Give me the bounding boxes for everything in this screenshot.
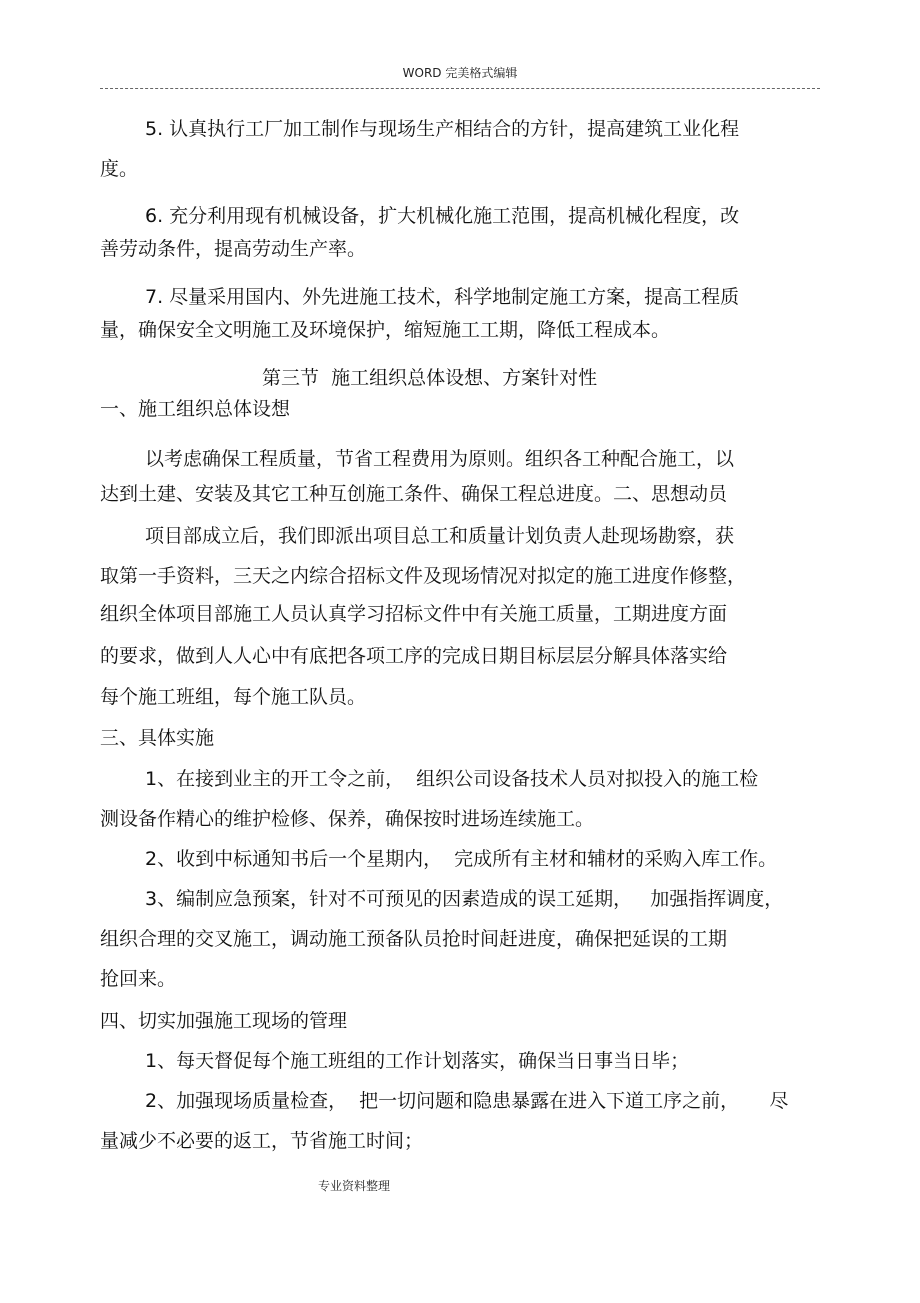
paragraph-line: 项目部成立后，我们即派出项目总工和质量计划负责人赴现场勘察，获: [145, 525, 735, 547]
paragraph-line: 每个施工班组，每个施工队员。: [100, 686, 367, 708]
paragraph-line: 2、收到中标通知书后一个星期内， 完成所有主材和辅材的采购入库工作。: [145, 848, 778, 870]
paragraph-line: 达到土建、安装及其它工种互创施工条件、确保工程总进度。二、思想动员: [100, 483, 728, 505]
paragraph-line: 量，确保安全文明施工及环境保护，缩短施工工期，降低工程成本。: [100, 319, 671, 341]
paragraph-line: 1、每天督促每个施工班组的工作计划落实，确保当日事当日毕；: [145, 1050, 690, 1072]
paragraph-line: 1、在接到业主的开工令之前， 组织公司设备技术人员对拟投入的施工检: [145, 768, 759, 790]
paragraph-line: 6. 充分利用现有机械设备，扩大机械化施工范围，提高机械化程度，改: [145, 205, 740, 227]
paragraph-line: 组织合理的交叉施工，调动施工预备队员抢时间赶进度，确保把延误的工期: [100, 928, 728, 950]
paragraph-line: 度。: [100, 158, 139, 180]
section-title: 第三节 施工组织总体设想、方案针对性: [262, 367, 598, 389]
paragraph-line: 7. 尽量采用国内、外先进施工技术，科学地制定施工方案，提高工程质: [145, 286, 740, 308]
page-footer: 专业资料整理: [318, 1179, 391, 1193]
heading-line: 四、切实加强施工现场的管理: [100, 1010, 348, 1032]
paragraph-line: 2、加强现场质量检查， 把一切问题和隐患暴露在进入下道工序之前， 尽: [145, 1090, 789, 1112]
paragraph-line: 量减少不必要的返工，节省施工时间；: [100, 1130, 424, 1152]
paragraph-line: 测设备作精心的维护检修、保养，确保按时进场连续施工。: [100, 808, 595, 830]
page-header: WORD 完美格式编辑: [402, 66, 518, 80]
paragraph-line: 5. 认真执行工厂加工制作与现场生产相结合的方针，提高建筑工业化程: [145, 118, 740, 140]
paragraph-line: 以考虑确保工程质量，节省工程费用为原则。组织各工种配合施工，以: [145, 448, 735, 470]
paragraph-line: 抢回来。: [100, 968, 177, 990]
paragraph-line: 组织全体项目部施工人员认真学习招标文件中有关施工质量，工期进度方面: [100, 603, 728, 625]
heading-line: 三、具体实施: [100, 727, 215, 749]
paragraph-line: 善劳动条件，提高劳动生产率。: [100, 238, 367, 260]
paragraph-line: 的要求，做到人人心中有底把各项工序的完成日期目标层层分解具体落实给: [100, 645, 728, 667]
paragraph-line: 3、编制应急预案，针对不可预见的因素造成的误工延期， 加强指挥调度，: [145, 888, 784, 910]
header-divider: [100, 88, 820, 89]
paragraph-line: 取第一手资料，三天之内综合招标文件及现场情况对拟定的施工进度作修整，: [100, 565, 747, 587]
heading-line: 一、施工组织总体设想: [100, 398, 291, 420]
